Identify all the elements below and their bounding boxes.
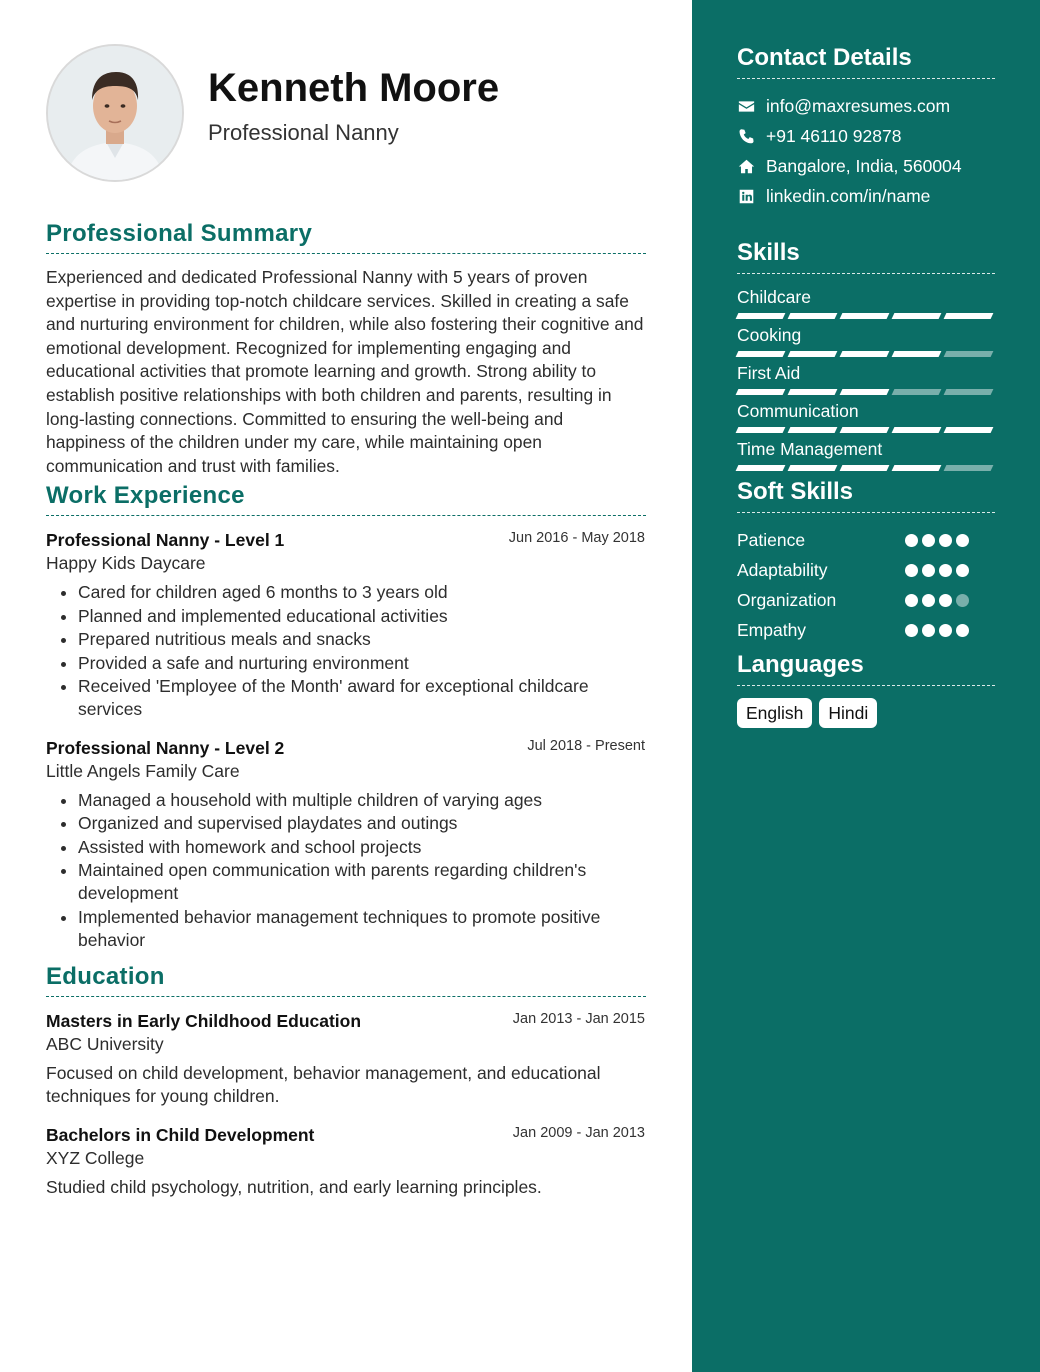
rating-dot bbox=[956, 564, 969, 577]
envelope-icon bbox=[737, 97, 755, 115]
sidebar-content bbox=[737, 44, 995, 728]
summary-heading: Professional Summary bbox=[46, 220, 646, 254]
education-date: Jan 2013 - Jan 2015 bbox=[512, 1010, 645, 1027]
sidebar bbox=[692, 0, 1040, 1372]
list-item: • Received 'Employee of the Month' award for exceptional childcare services bbox=[78, 675, 646, 722]
job-entry bbox=[46, 736, 646, 953]
job-company: Happy Kids Daycare bbox=[46, 553, 206, 574]
skill-bar-segment bbox=[788, 465, 838, 471]
skill-bar-segment bbox=[892, 313, 942, 319]
skill-bar-segment bbox=[840, 313, 890, 319]
linkedin-icon bbox=[737, 187, 755, 205]
education-entry bbox=[46, 1123, 646, 1200]
language-chip: English bbox=[737, 698, 812, 728]
soft-skill-item bbox=[737, 585, 995, 615]
job-title: Professional Nanny - Level 1 bbox=[46, 530, 285, 551]
education-description: Studied child psychology, nutrition, and early learning principles. bbox=[46, 1176, 542, 1197]
job-entry bbox=[46, 528, 646, 721]
soft-skill-item bbox=[737, 615, 995, 645]
skill-bar-segment bbox=[736, 351, 786, 357]
rating-dot bbox=[922, 624, 935, 637]
skill-bar-segment bbox=[944, 313, 994, 319]
soft-skill-name: Patience bbox=[737, 530, 806, 550]
language-chip: Hindi bbox=[819, 698, 877, 728]
skill-bar bbox=[737, 465, 995, 471]
home-icon bbox=[737, 157, 755, 175]
rating-dot bbox=[939, 624, 952, 637]
skill-bar bbox=[737, 389, 995, 395]
skill-name: Childcare bbox=[737, 287, 811, 307]
school-name: ABC University bbox=[46, 1033, 164, 1054]
skill-item bbox=[737, 286, 995, 319]
soft-skills-section bbox=[737, 478, 995, 645]
contact-linkedin[interactable] bbox=[737, 181, 995, 211]
soft-skill-name: Adaptability bbox=[737, 560, 828, 580]
job-header bbox=[46, 736, 646, 760]
experience-heading: Work Experience bbox=[46, 482, 646, 516]
skill-bar-segment bbox=[736, 465, 786, 471]
skills-heading: Skills bbox=[737, 239, 995, 274]
skill-bar-segment bbox=[944, 427, 994, 433]
contact-email[interactable] bbox=[737, 91, 995, 121]
job-bullets bbox=[46, 789, 646, 953]
list-item: • Organized and supervised playdates and outings bbox=[78, 812, 646, 835]
skill-bar-segment bbox=[788, 351, 838, 357]
skill-bar-segment bbox=[944, 351, 994, 357]
list-item: • Maintained open communication with parents regarding children's development bbox=[78, 859, 646, 906]
skills-list bbox=[737, 286, 995, 471]
rating-dot bbox=[956, 594, 969, 607]
list-item: • Provided a safe and nurturing environment bbox=[78, 652, 646, 675]
rating-dot bbox=[922, 564, 935, 577]
phone-icon bbox=[737, 127, 755, 145]
phone-text: +91 46110 92878 bbox=[766, 125, 902, 146]
skill-bar-segment bbox=[892, 427, 942, 433]
soft-skill-name: Organization bbox=[737, 590, 837, 610]
skill-bar-segment bbox=[840, 427, 890, 433]
soft-skill-rating bbox=[905, 555, 969, 585]
experience-section bbox=[46, 482, 646, 952]
skill-bar-segment bbox=[840, 351, 890, 357]
summary-section bbox=[46, 220, 646, 478]
school-name: XYZ College bbox=[46, 1147, 145, 1168]
rating-dot bbox=[939, 594, 952, 607]
skill-item bbox=[737, 324, 995, 357]
soft-skill-rating bbox=[905, 615, 969, 645]
list-item: • Managed a household with multiple children of varying ages bbox=[78, 789, 646, 812]
rating-dot bbox=[905, 594, 918, 607]
soft-skill-item bbox=[737, 555, 995, 585]
email-text: info@maxresumes.com bbox=[766, 95, 951, 116]
skill-bar-segment bbox=[944, 389, 994, 395]
skill-bar-segment bbox=[788, 313, 838, 319]
resume-header bbox=[46, 44, 646, 182]
soft-skills-heading: Soft Skills bbox=[737, 478, 995, 513]
skill-bar-segment bbox=[892, 389, 942, 395]
skill-bar-segment bbox=[788, 389, 838, 395]
skill-bar bbox=[737, 427, 995, 433]
summary-text: Experienced and dedicated Professional Nanny with 5 years of proven expertise in providing top-notch childcare services. Skilled in creating a safe and nurturing environment for children, while also fostering their cognitive and emotional development. Recognized for implementing engaging and educational activities that promote learning and growth. Strong ability to establish positive relationships with both children and parents, resulting in long-lasting connections. Committed to ensuring the well-being and happiness of the children under my care, while maintaining open communication and trust with families. bbox=[46, 267, 644, 476]
contact-section bbox=[737, 44, 995, 211]
skill-bar-segment bbox=[892, 351, 942, 357]
job-header bbox=[46, 528, 646, 552]
rating-dot bbox=[956, 534, 969, 547]
candidate-title: Professional Nanny bbox=[208, 120, 399, 145]
rating-dot bbox=[905, 534, 918, 547]
soft-skill-rating bbox=[905, 525, 969, 555]
degree-title: Bachelors in Child Development bbox=[46, 1124, 315, 1145]
skill-bar-segment bbox=[788, 427, 838, 433]
list-item: • Implemented behavior management techniques to promote positive behavior bbox=[78, 906, 646, 953]
job-date: Jul 2018 - Present bbox=[527, 737, 645, 754]
skill-bar-segment bbox=[944, 465, 994, 471]
address-text: Bangalore, India, 560004 bbox=[766, 155, 962, 176]
rating-dot bbox=[956, 624, 969, 637]
education-section bbox=[46, 963, 646, 1200]
contact-heading: Contact Details bbox=[737, 44, 995, 79]
skill-name: First Aid bbox=[737, 363, 801, 383]
list-item: • Planned and implemented educational activities bbox=[78, 605, 646, 628]
education-description: Focused on child development, behavior management, and educational techniques for young children. bbox=[46, 1062, 601, 1107]
skill-item bbox=[737, 362, 995, 395]
skill-bar-segment bbox=[736, 389, 786, 395]
skill-name: Time Management bbox=[737, 439, 883, 459]
contact-address bbox=[737, 151, 995, 181]
skill-bar-segment bbox=[736, 427, 786, 433]
profile-photo bbox=[46, 44, 184, 182]
skill-bar bbox=[737, 351, 995, 357]
skill-item bbox=[737, 400, 995, 433]
avatar-portrait-icon bbox=[48, 46, 182, 180]
soft-skill-item bbox=[737, 525, 995, 555]
candidate-name: Kenneth Moore bbox=[208, 66, 500, 110]
job-date: Jun 2016 - May 2018 bbox=[508, 530, 645, 547]
skill-bar-segment bbox=[892, 465, 942, 471]
soft-skill-rating bbox=[905, 585, 969, 615]
education-header bbox=[46, 1009, 646, 1033]
education-date: Jan 2009 - Jan 2013 bbox=[512, 1124, 645, 1141]
education-heading: Education bbox=[46, 963, 646, 997]
skills-section bbox=[737, 239, 995, 471]
rating-dot bbox=[939, 564, 952, 577]
list-item: • Prepared nutritious meals and snacks bbox=[78, 628, 646, 651]
education-header bbox=[46, 1123, 646, 1147]
skill-bar bbox=[737, 313, 995, 319]
main-column bbox=[46, 44, 646, 1209]
contact-phone[interactable] bbox=[737, 121, 995, 151]
skill-item bbox=[737, 438, 995, 471]
job-bullets bbox=[46, 581, 646, 721]
rating-dot bbox=[922, 594, 935, 607]
rating-dot bbox=[922, 534, 935, 547]
skill-name: Communication bbox=[737, 401, 859, 421]
linkedin-text: linkedin.com/in/name bbox=[766, 185, 931, 206]
rating-dot bbox=[905, 564, 918, 577]
languages-section bbox=[737, 651, 995, 728]
job-title: Professional Nanny - Level 2 bbox=[46, 737, 285, 758]
degree-title: Masters in Early Childhood Education bbox=[46, 1010, 362, 1031]
skill-bar-segment bbox=[736, 313, 786, 319]
job-company: Little Angels Family Care bbox=[46, 760, 240, 781]
list-item: • Assisted with homework and school projects bbox=[78, 836, 646, 859]
skill-bar-segment bbox=[840, 389, 890, 395]
languages-heading: Languages bbox=[737, 651, 995, 686]
rating-dot bbox=[939, 534, 952, 547]
language-list bbox=[737, 698, 995, 728]
list-item: • Cared for children aged 6 months to 3 years old bbox=[78, 581, 646, 604]
skill-name: Cooking bbox=[737, 325, 802, 345]
skill-bar-segment bbox=[840, 465, 890, 471]
soft-skill-name: Empathy bbox=[737, 620, 807, 640]
rating-dot bbox=[905, 624, 918, 637]
education-entry bbox=[46, 1009, 646, 1109]
